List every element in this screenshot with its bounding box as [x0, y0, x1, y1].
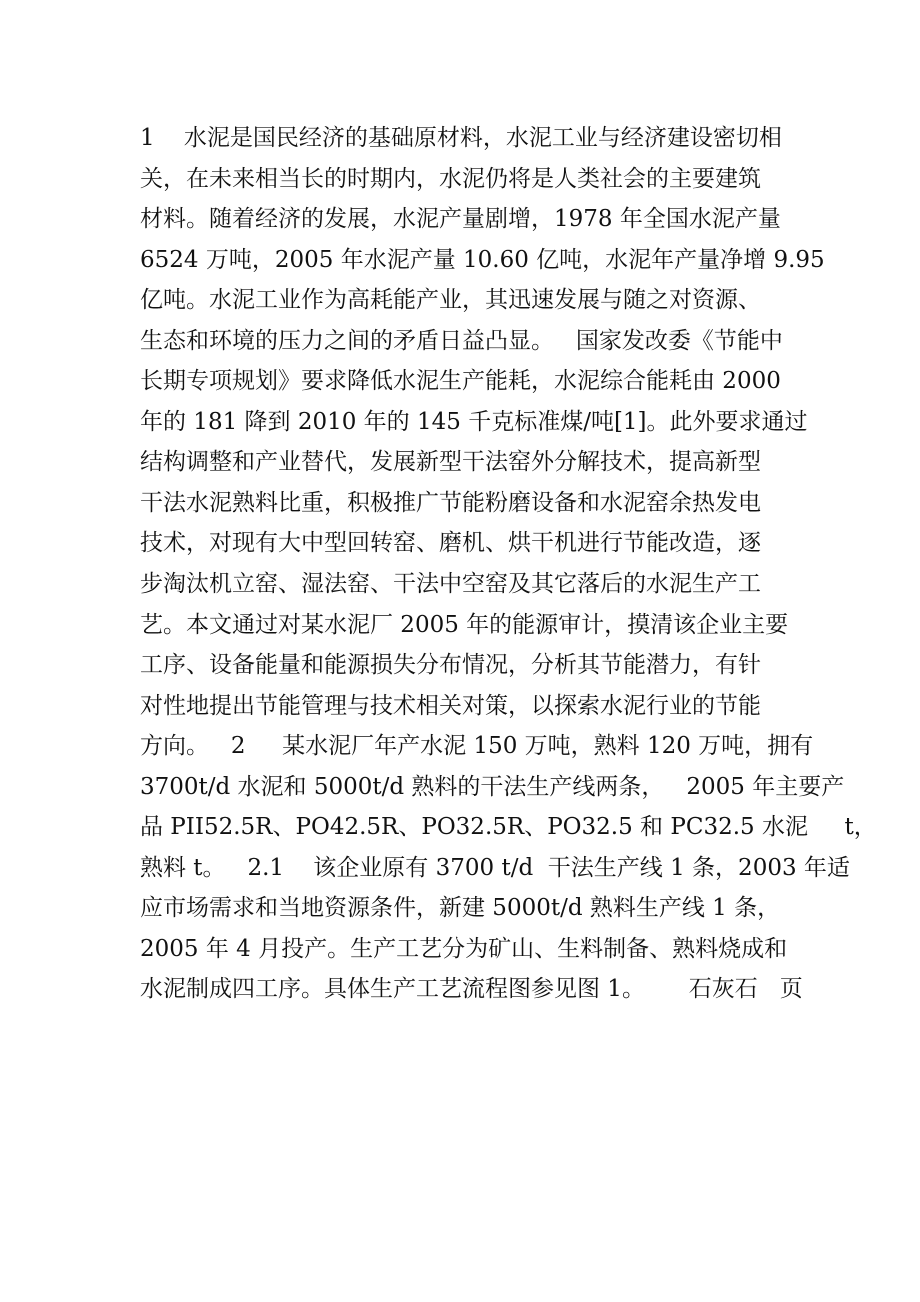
text-line: 工序、设备能量和能源损失分布情况，分析其节能潜力，有针	[140, 652, 761, 679]
text-line: 材料。随着经济的发展，水泥产量剧增，1978 年全国水泥产量	[140, 206, 781, 233]
text-line: 长期专项规划》要求降低水泥生产能耗，水泥综合能耗由 2000	[140, 368, 781, 395]
text-line: 2005 年 4 月投产。生产工艺分为矿山、生料制备、熟料烧成和	[140, 935, 788, 962]
text-line: 艺。本文通过对某水泥厂 2005 年的能源审计，摸清该企业主要	[140, 611, 789, 638]
text-line: 干法水泥熟料比重，积极推广节能粉磨设备和水泥窑余热发电	[140, 489, 761, 516]
text-line: 对性地提出节能管理与技术相关对策，以探索水泥行业的节能	[140, 692, 761, 719]
text-line: 6524 万吨，2005 年水泥产量 10.60 亿吨，水泥年产量净增 9.95	[140, 246, 825, 273]
text-line: 亿吨。水泥工业作为高耗能产业，其迅速发展与随之对资源、	[140, 287, 761, 314]
text-line: 品 PII52.5R、PO42.5R、PO32.5R、PO32.5 和 PC32.5 水泥 t，	[140, 814, 877, 841]
text-line: 方向。 2 某水泥厂年产水泥 150 万吨，熟料 120 万吨，拥有	[140, 733, 814, 760]
text-line: 3700t/d 水泥和 5000t/d 熟料的干法生产线两条， 2005 年主要产	[140, 773, 845, 800]
text-line: 熟料 t。 2.1 该企业原有 3700 t/d 干法生产线 1 条，2003 年适	[140, 854, 850, 881]
text-line: 应市场需求和当地资源条件，新建 5000t/d 熟料生产线 1 条，	[140, 895, 781, 922]
text-line: 结构调整和产业替代，发展新型干法窑外分解技术，提高新型	[140, 449, 761, 476]
text-line: 步淘汰机立窑、湿法窑、干法中空窑及其它落后的水泥生产工	[140, 571, 761, 598]
text-line: 技术，对现有大中型回转窑、磨机、烘干机进行节能改造，逐	[140, 530, 761, 557]
text-line: 关，在未来相当长的时期内，水泥仍将是人类社会的主要建筑	[140, 165, 761, 192]
text-line: 年的 181 降到 2010 年的 145 千克标准煤/吨[1]。此外要求通过	[140, 408, 808, 435]
body-text	[140, 118, 877, 1009]
text-line: 1 水泥是国民经济的基础原材料，水泥工业与经济建设密切相	[140, 125, 782, 151]
text-line: 生态和环境的压力之间的矛盾日益凸显。 国家发改委《节能中	[140, 327, 783, 354]
text-line: 水泥制成四工序。具体生产工艺流程图参见图 1。 石灰石 页	[140, 976, 803, 1003]
